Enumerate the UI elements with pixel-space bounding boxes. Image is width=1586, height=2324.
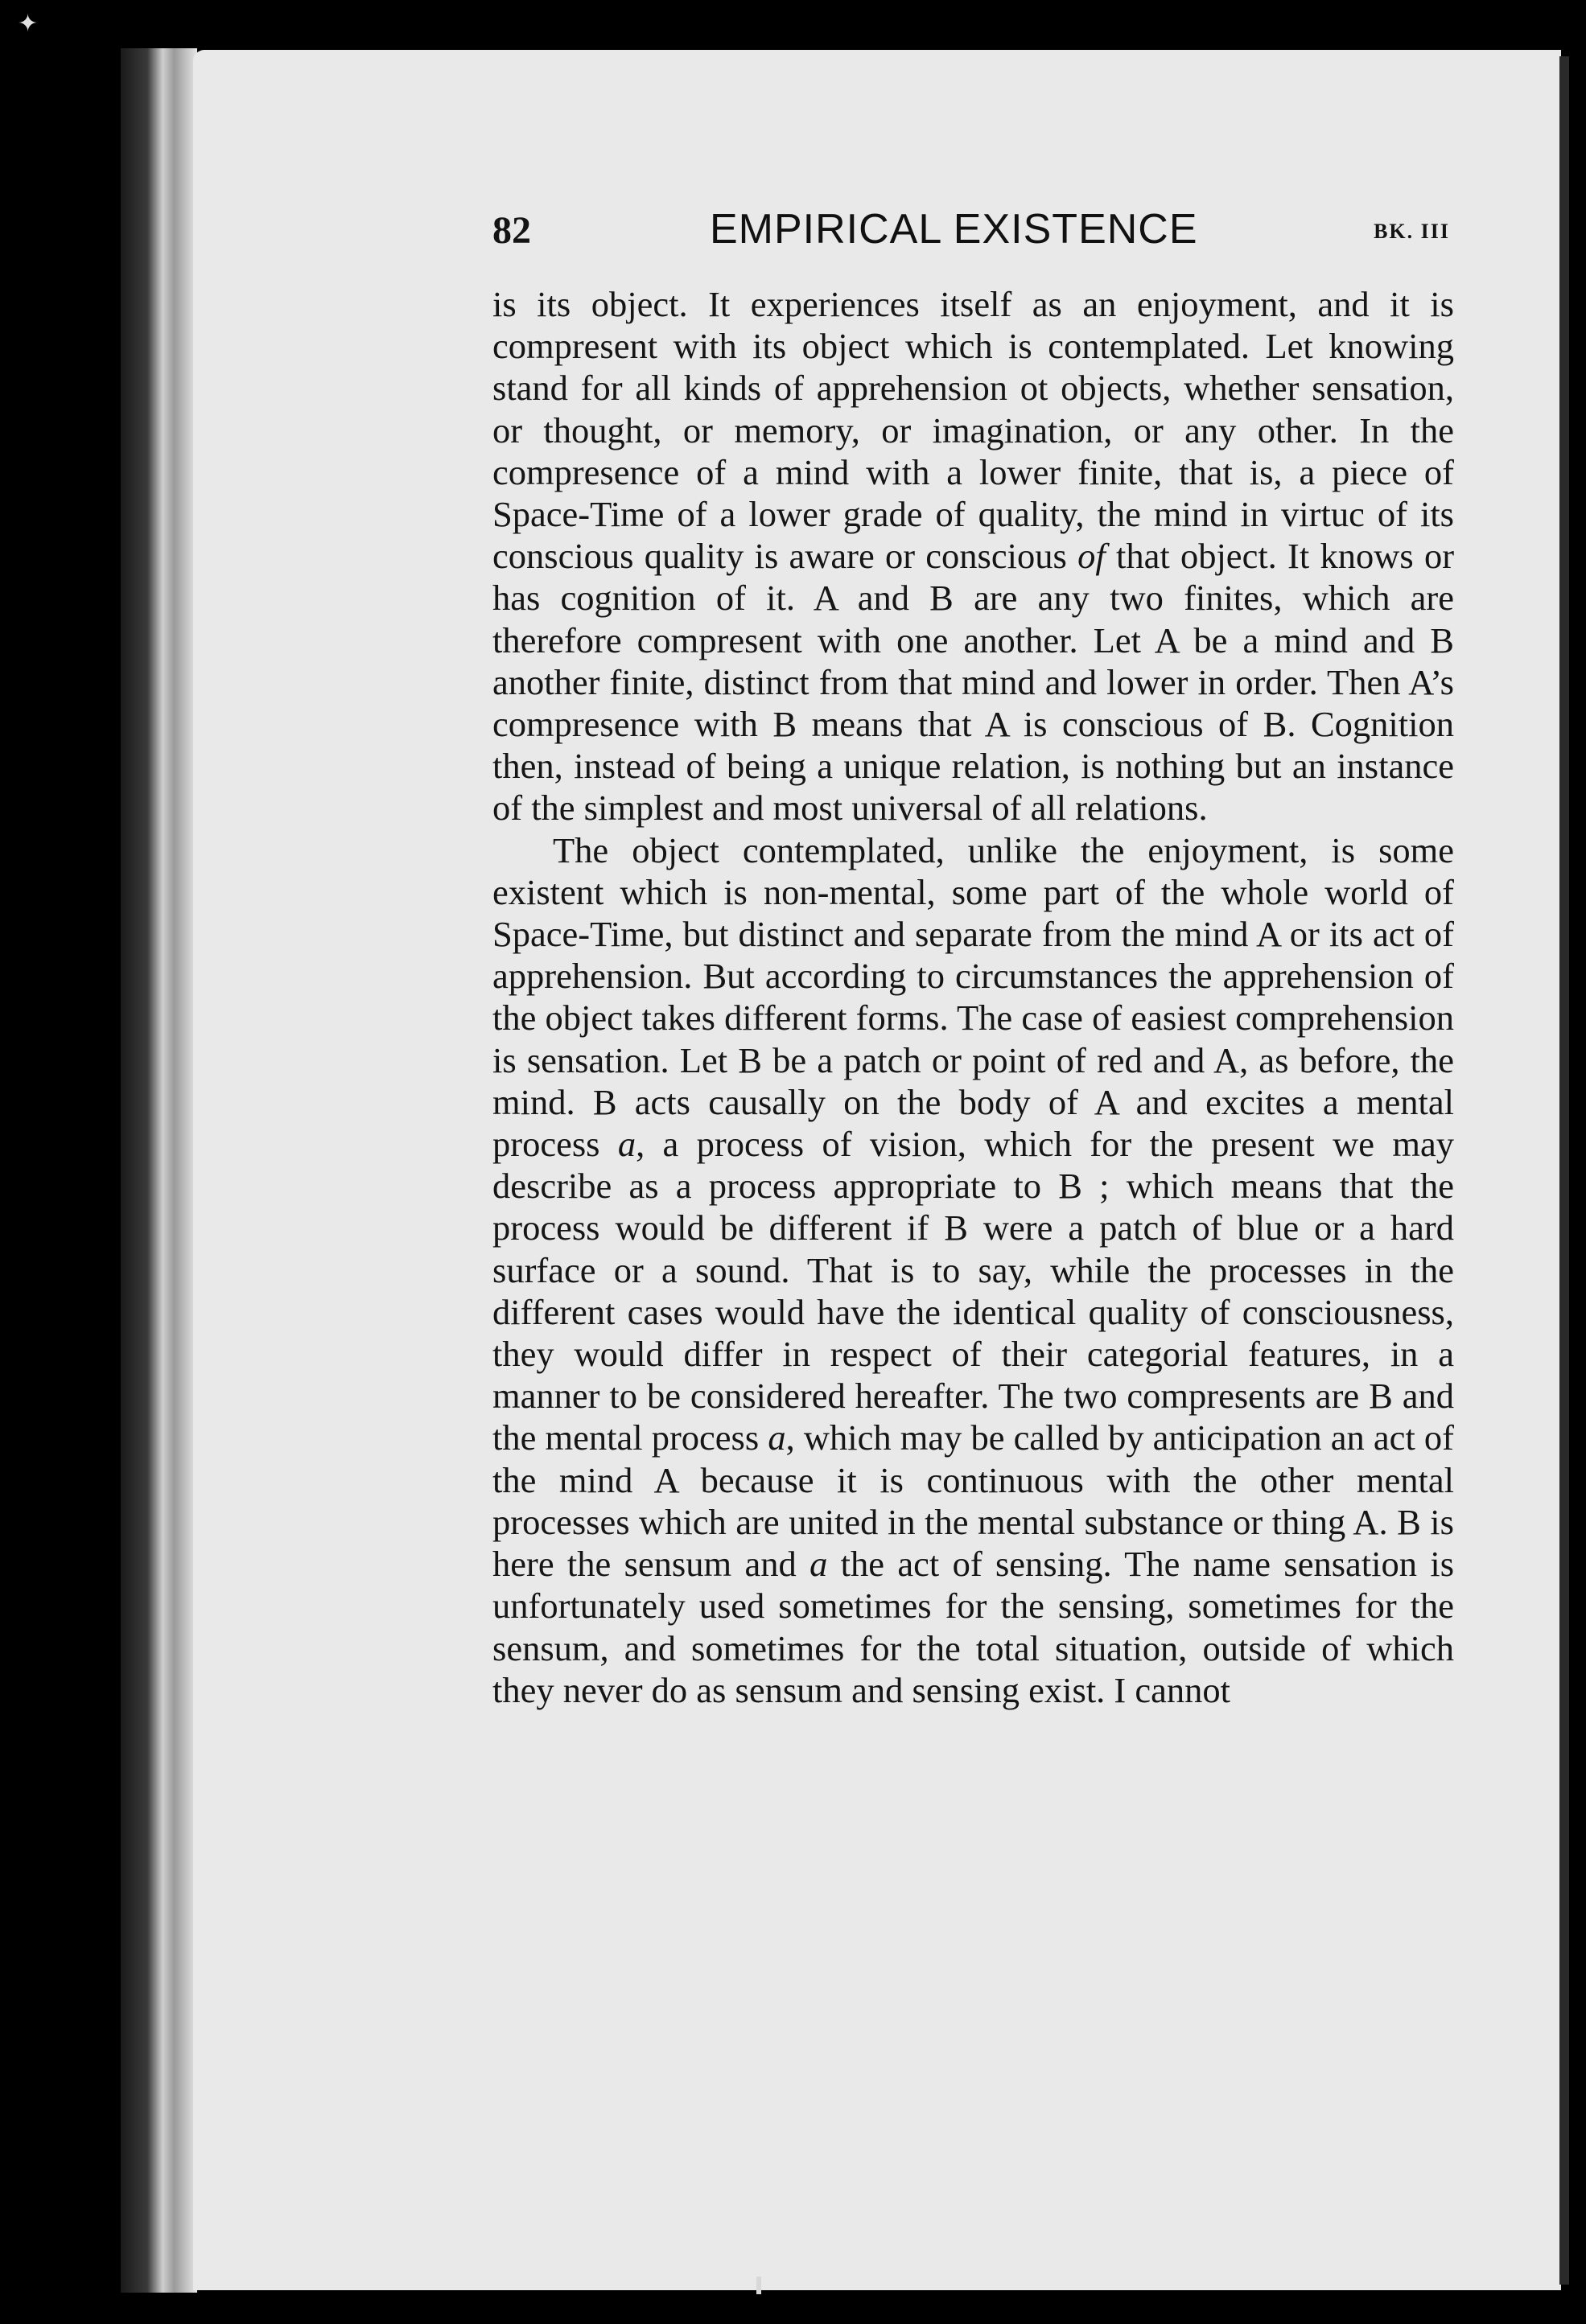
page-header: [492, 205, 1458, 261]
running-head: EMPIRICAL EXISTENCE: [710, 206, 1198, 253]
scan-artifact-icon: ✦: [18, 10, 39, 38]
paragraph-1: is its object. It experiences itself as an enjoyment, and it is compresent with its object which is contemplated. Let knowing stand for all kinds of apprehension ot objects, whether sensation, or thought, or memory, or imagination, or any other. In the compresence of a mind with a lower finite, that is, a piece of Space-Time of a lower grade of quality, the mind in virtuc of its conscious quality is aware or conscious of that object. It knows or has cognition of it. A and B are any two finites, which are therefore compresent with one another. Let A be a mind and B another finite, distinct from that mind and lower in order. Then A’s compresence with B means that A is conscious of B. Cognition then, instead of being a unique relation, is nothing but an instance of the simplest and most universal of all relations.: [492, 284, 1455, 829]
body-text: [492, 283, 1454, 1711]
book-section-mark: BK. III: [1374, 220, 1450, 243]
paragraph-2: The object contemplated, unlike the enjoyment, is some existent which is non-mental, some part of the whole world of Space-Time, but distinct and separate from the mind A or its act of apprehension. But according to circumstances the apprehension of the object takes different forms. The case of easiest comprehension is sensation. Let B be a patch or point of red and A, as before, the mind. B acts causally on the body of A and excites a mental process a, a process of vision, which for the present we may describe as a process appropriate to B ; which means that the process would be different if B were a patch of blue or a hard surface or a sound. That is to say, while the processes in the different cases would have the identical quality of consciousness, they would differ in respect of their categorial features, in a manner to be considered hereafter. The two compresents are B and the mental process a, which may be called by anticipation an act of the mind A because it is continuous with the other mental processes which are united in the mental substance or thing A. B is here the sensum and a the act of sensing. The name sensation is unfortunately used sometimes for the sensing, sometimes for the sensum, and sometimes for the total situation, outside of which they never do as sensum and sensing exist. I cannot: [492, 829, 1455, 1710]
page-edge: [1559, 56, 1569, 2285]
italic-a-2: a: [768, 1417, 786, 1458]
book-gutter: [121, 48, 197, 2293]
scan-tail-mark: [756, 2277, 761, 2294]
page-number: 82: [492, 209, 531, 252]
italic-of: of: [1077, 536, 1106, 577]
italic-a: a: [617, 1124, 636, 1165]
italic-a-3: a: [809, 1544, 828, 1585]
